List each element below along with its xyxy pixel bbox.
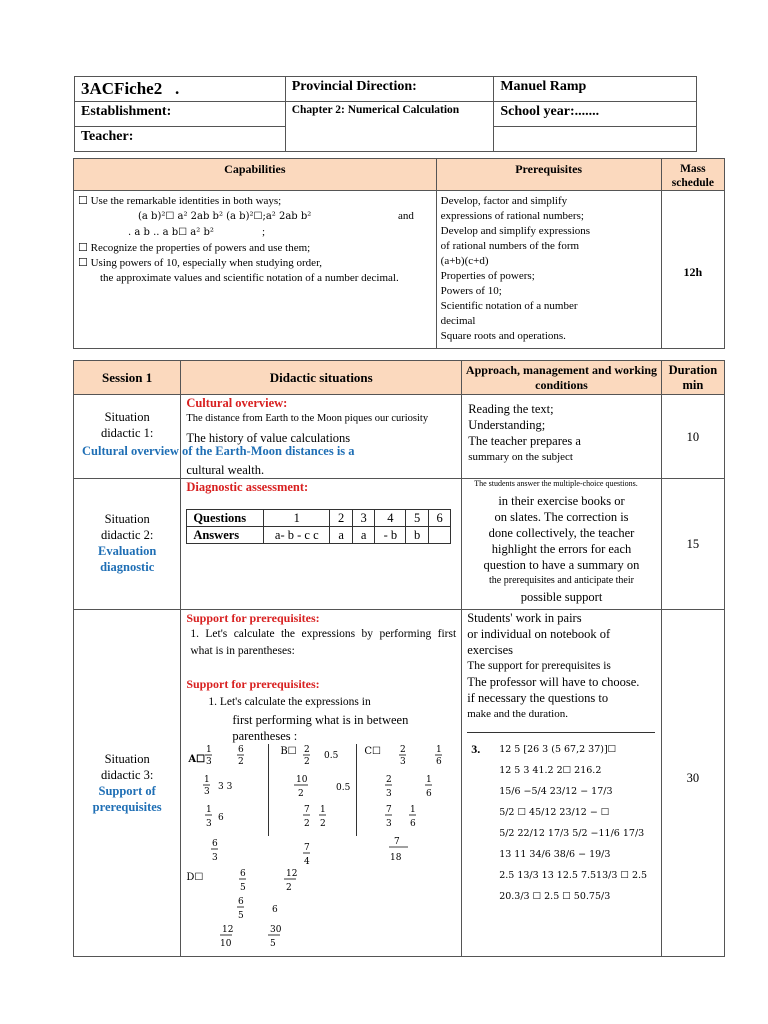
exercise-3-line: 20.3/3 ☐ 2.5 ☐ 50.75/3 <box>499 891 611 902</box>
teacher-cell: Teacher: <box>75 127 286 152</box>
answer-cell <box>428 527 451 544</box>
svg-text:12: 12 <box>286 869 298 879</box>
situation-3-item1: 1. Let's calculate the expressions by performing first what is in parentheses: <box>190 628 457 657</box>
answer-cell: a <box>330 527 352 544</box>
question-cell: 4 <box>375 510 406 527</box>
svg-text:2: 2 <box>238 757 245 767</box>
duration-3: 30 <box>661 610 724 957</box>
approach-1-line: Reading the text; <box>468 402 554 416</box>
svg-text:5: 5 <box>238 911 245 921</box>
cap-formula-row1 <box>78 209 432 225</box>
approach-3-line: if necessary the questions to <box>467 691 609 705</box>
svg-text:2: 2 <box>304 757 311 767</box>
question-cell: 6 <box>428 510 451 527</box>
svg-text:2: 2 <box>386 775 393 785</box>
exercise-3-line: 12 5 3 41.2 2☐ 216.2 <box>499 765 602 776</box>
svg-text:5: 5 <box>240 883 247 893</box>
svg-text:1: 1 <box>206 745 213 755</box>
prereq-item: expressions of rational numbers; <box>440 210 584 222</box>
situation-3-topic: Support of prerequisites <box>92 784 162 814</box>
situation-2-title: Diagnostic assessment: <box>186 480 309 494</box>
svg-text:1: 1 <box>204 775 211 785</box>
svg-text:2: 2 <box>286 883 293 893</box>
exercise-3-line: 5/2 22/12 17/3 5/2 −11/6 17/3 <box>499 828 645 839</box>
approach-3-line: or individual on notebook of <box>467 627 611 641</box>
math-label-a: A☐ <box>188 754 206 765</box>
svg-text:6: 6 <box>272 905 279 915</box>
approach-2-line: highlight the errors for each <box>491 542 632 556</box>
svg-text:1: 1 <box>410 805 417 815</box>
col-didactic: Didactic situations <box>181 361 462 395</box>
fiche-cell <box>75 77 286 102</box>
svg-text:2: 2 <box>400 745 407 755</box>
approach-3-divider <box>467 732 655 733</box>
prereq-item: Develop, factor and simplify <box>440 195 568 207</box>
col-approach: Approach, management and working conditions <box>462 361 662 395</box>
svg-text:3: 3 <box>204 787 211 797</box>
session-table <box>73 360 725 957</box>
cap-formula2: . a b .. a b☐ a² b² <box>128 227 214 238</box>
svg-text:10: 10 <box>220 939 232 949</box>
svg-text:2: 2 <box>320 819 327 829</box>
situation-1-label: Situation didactic 1: <box>100 410 154 440</box>
prereq-item: Square roots and operations. <box>440 330 566 342</box>
cap-semicolon: ; <box>262 226 266 238</box>
approach-2-cell <box>462 479 662 610</box>
situation-3-label: Situation didactic 3: <box>100 752 154 782</box>
approach-1-cell <box>462 395 662 479</box>
approach-2-line: in their exercise books or <box>498 494 625 508</box>
prereq-item: Powers of 10; <box>440 285 502 297</box>
chapter-cell: Chapter 2: Numerical Calculation <box>285 102 494 152</box>
svg-text:1: 1 <box>436 745 443 755</box>
svg-text:2: 2 <box>304 745 311 755</box>
svg-text:1: 1 <box>320 805 327 815</box>
approach-3-line: The support for prerequisites is <box>467 660 611 672</box>
svg-text:6: 6 <box>426 789 433 799</box>
situation-1-topic: Cultural overview of the Earth-Moon distances is a <box>82 444 355 458</box>
situation-3-cell <box>74 610 181 957</box>
school-year-cell: School year:....... <box>494 102 697 127</box>
svg-text:1: 1 <box>426 775 433 785</box>
svg-text:3: 3 <box>206 819 213 829</box>
approach-2-line: done collectively, the teacher <box>488 526 635 540</box>
svg-text:3 3: 3 3 <box>218 782 233 792</box>
prereq-item: (a+b)(c+d) <box>440 255 489 267</box>
exercise-3-line: 12 5 [26 3 (5 67,2 37)]☐ <box>499 744 617 755</box>
cap-line2: ☐ Recognize the properties of powers and use them; <box>78 242 311 254</box>
capabilities-cell <box>74 191 437 349</box>
capabilities-table <box>73 158 725 349</box>
prereq-item: decimal <box>440 315 476 327</box>
empty-cell <box>494 127 697 152</box>
svg-text:18: 18 <box>390 853 402 863</box>
duration-2: 15 <box>661 479 724 610</box>
prerequisites-cell <box>436 191 661 349</box>
fiche-dot: . <box>174 79 180 98</box>
situation-3-item2c: parentheses : <box>232 729 298 743</box>
approach-2-line: on slates. The correction is <box>494 510 629 524</box>
svg-text:0.5: 0.5 <box>336 783 351 793</box>
math-label-c: C☐ <box>364 746 381 757</box>
svg-text:6: 6 <box>238 897 245 907</box>
situation-1-text1: The distance from Earth to the Moon piques our curiosity <box>186 413 429 424</box>
svg-text:6: 6 <box>436 757 443 767</box>
session-row-1 <box>74 395 725 479</box>
duration-1: 10 <box>661 395 724 479</box>
svg-text:7: 7 <box>386 805 393 815</box>
establishment-cell: Establishment: <box>75 102 286 127</box>
svg-text:3: 3 <box>400 757 407 767</box>
exercise-3-line: 15/6 −5/4 23/12 − 17/3 <box>499 786 613 797</box>
svg-text:2: 2 <box>298 789 305 799</box>
col-session: Session 1 <box>74 361 181 395</box>
situation-3-content <box>181 610 462 957</box>
approach-1-line: Understanding; <box>468 418 546 432</box>
col-capabilities: Capabilities <box>74 159 437 191</box>
col-prerequisites: Prerequisites <box>436 159 661 191</box>
question-cell: 1 <box>264 510 330 527</box>
questions-label: Questions <box>187 510 264 527</box>
svg-text:10: 10 <box>296 775 308 785</box>
math-area <box>186 744 456 956</box>
svg-text:3: 3 <box>386 789 393 799</box>
answer-cell: a- b - c c <box>264 527 330 544</box>
prereq-item: Scientific notation of a number <box>440 300 578 312</box>
situation-3-item2b: first performing what is in between <box>232 713 409 727</box>
situation-2-topic: Evaluation diagnostic <box>97 544 157 574</box>
prereq-item: Properties of powers; <box>440 270 535 282</box>
session-row-2 <box>74 479 725 610</box>
svg-text:7: 7 <box>394 837 401 847</box>
svg-text:7: 7 <box>304 843 311 853</box>
exercise-3 <box>467 739 656 907</box>
prereq-item: Develop and simplify expressions <box>440 225 591 237</box>
situation-1-content <box>181 395 462 479</box>
approach-1-line: The teacher prepares a <box>468 434 581 448</box>
svg-text:12: 12 <box>222 925 234 935</box>
session-row-3 <box>74 610 725 957</box>
approach-3-line: exercises <box>467 643 513 657</box>
exercise-3-number: 3. <box>471 742 481 756</box>
cap-line4: the approximate values and scientific notation of a number decimal. <box>100 272 399 284</box>
svg-text:5: 5 <box>270 939 277 949</box>
name-cell: Manuel Ramp <box>494 77 697 102</box>
header-table <box>74 76 697 152</box>
situation-3-title1: Support for prerequisites: <box>186 611 320 625</box>
col-mass-schedule: Mass schedule <box>661 159 724 191</box>
situation-3-title2: Support for prerequisites: <box>186 677 320 691</box>
cap-line1: ☐ Use the remarkable identities in both ways; <box>78 195 282 207</box>
svg-text:6: 6 <box>410 819 417 829</box>
situation-2-cell <box>74 479 181 610</box>
svg-text:3: 3 <box>212 853 219 863</box>
situation-2-label: Situation didactic 2: <box>100 512 154 542</box>
situation-3-item2a: 1. Let's calculate the expressions in <box>208 696 371 708</box>
svg-text:0.5: 0.5 <box>324 751 339 761</box>
exercise-3-lines <box>467 739 656 907</box>
approach-3-line: The professor will have to choose. <box>467 675 640 689</box>
situation-2-content <box>181 479 462 610</box>
approach-3-cell <box>462 610 662 957</box>
svg-text:7: 7 <box>304 805 311 815</box>
svg-text:6: 6 <box>218 813 225 823</box>
answer-cell: a <box>352 527 374 544</box>
prereq-item: of rational numbers of the form <box>440 240 580 252</box>
svg-text:6: 6 <box>238 745 245 755</box>
question-cell: 2 <box>330 510 352 527</box>
provincial-cell: Provincial Direction: <box>285 77 494 102</box>
approach-1-line: summary on the subject <box>468 451 573 463</box>
situation-1-text3: cultural wealth. <box>186 463 265 477</box>
approach-2-end: possible support <box>520 590 603 604</box>
col-duration: Duration min <box>661 361 724 395</box>
answers-label: Answers <box>187 527 264 544</box>
cap-formula1: (a b)²☐ a² 2ab b² (a b)²☐;a² 2ab b² <box>138 211 312 222</box>
approach-3-line: Students' work in pairs <box>467 611 582 625</box>
svg-text:6: 6 <box>240 869 247 879</box>
situation-1-text2: The history of value calculations <box>186 431 351 445</box>
cap-line3: ☐ Using powers of 10, especially when studying order, <box>78 257 323 269</box>
exercise-3-line: 5/2 ☐ 45/12 23/12 − ☐ <box>499 807 610 818</box>
svg-text:3: 3 <box>206 757 213 767</box>
svg-text:30: 30 <box>270 925 282 935</box>
approach-2-small2: the prerequisites and anticipate their <box>489 575 634 586</box>
svg-text:6: 6 <box>212 839 219 849</box>
exercise-3-line: 2.5 13/3 13 12.5 7.513/3 ☐ 2.5 <box>499 870 648 881</box>
fiche-label: 3ACFiche2 <box>81 79 163 98</box>
question-cell: 3 <box>352 510 374 527</box>
cap-and: and <box>398 210 414 222</box>
math-label-d: D☐ <box>186 872 204 883</box>
approach-2-line: question to have a summary on <box>483 558 640 572</box>
exercise-3-line: 13 11 34/6 38/6 − 19/3 <box>499 849 611 860</box>
answers-table <box>186 509 451 544</box>
answer-cell: b <box>406 527 428 544</box>
svg-text:3: 3 <box>386 819 393 829</box>
approach-2-small1: The students answer the multiple-choice questions. <box>474 479 638 488</box>
fraction-expressions <box>186 744 456 956</box>
situation-1-title: Cultural overview: <box>186 396 288 410</box>
mass-cell: 12h <box>661 191 724 349</box>
svg-text:2: 2 <box>304 819 311 829</box>
approach-3-line: make and the duration. <box>467 708 568 720</box>
cap-formula-row2 <box>78 225 432 241</box>
answer-cell: - b <box>375 527 406 544</box>
question-cell: 5 <box>406 510 428 527</box>
math-label-b: B☐ <box>280 746 297 757</box>
svg-text:1: 1 <box>206 805 213 815</box>
svg-text:4: 4 <box>304 857 311 867</box>
